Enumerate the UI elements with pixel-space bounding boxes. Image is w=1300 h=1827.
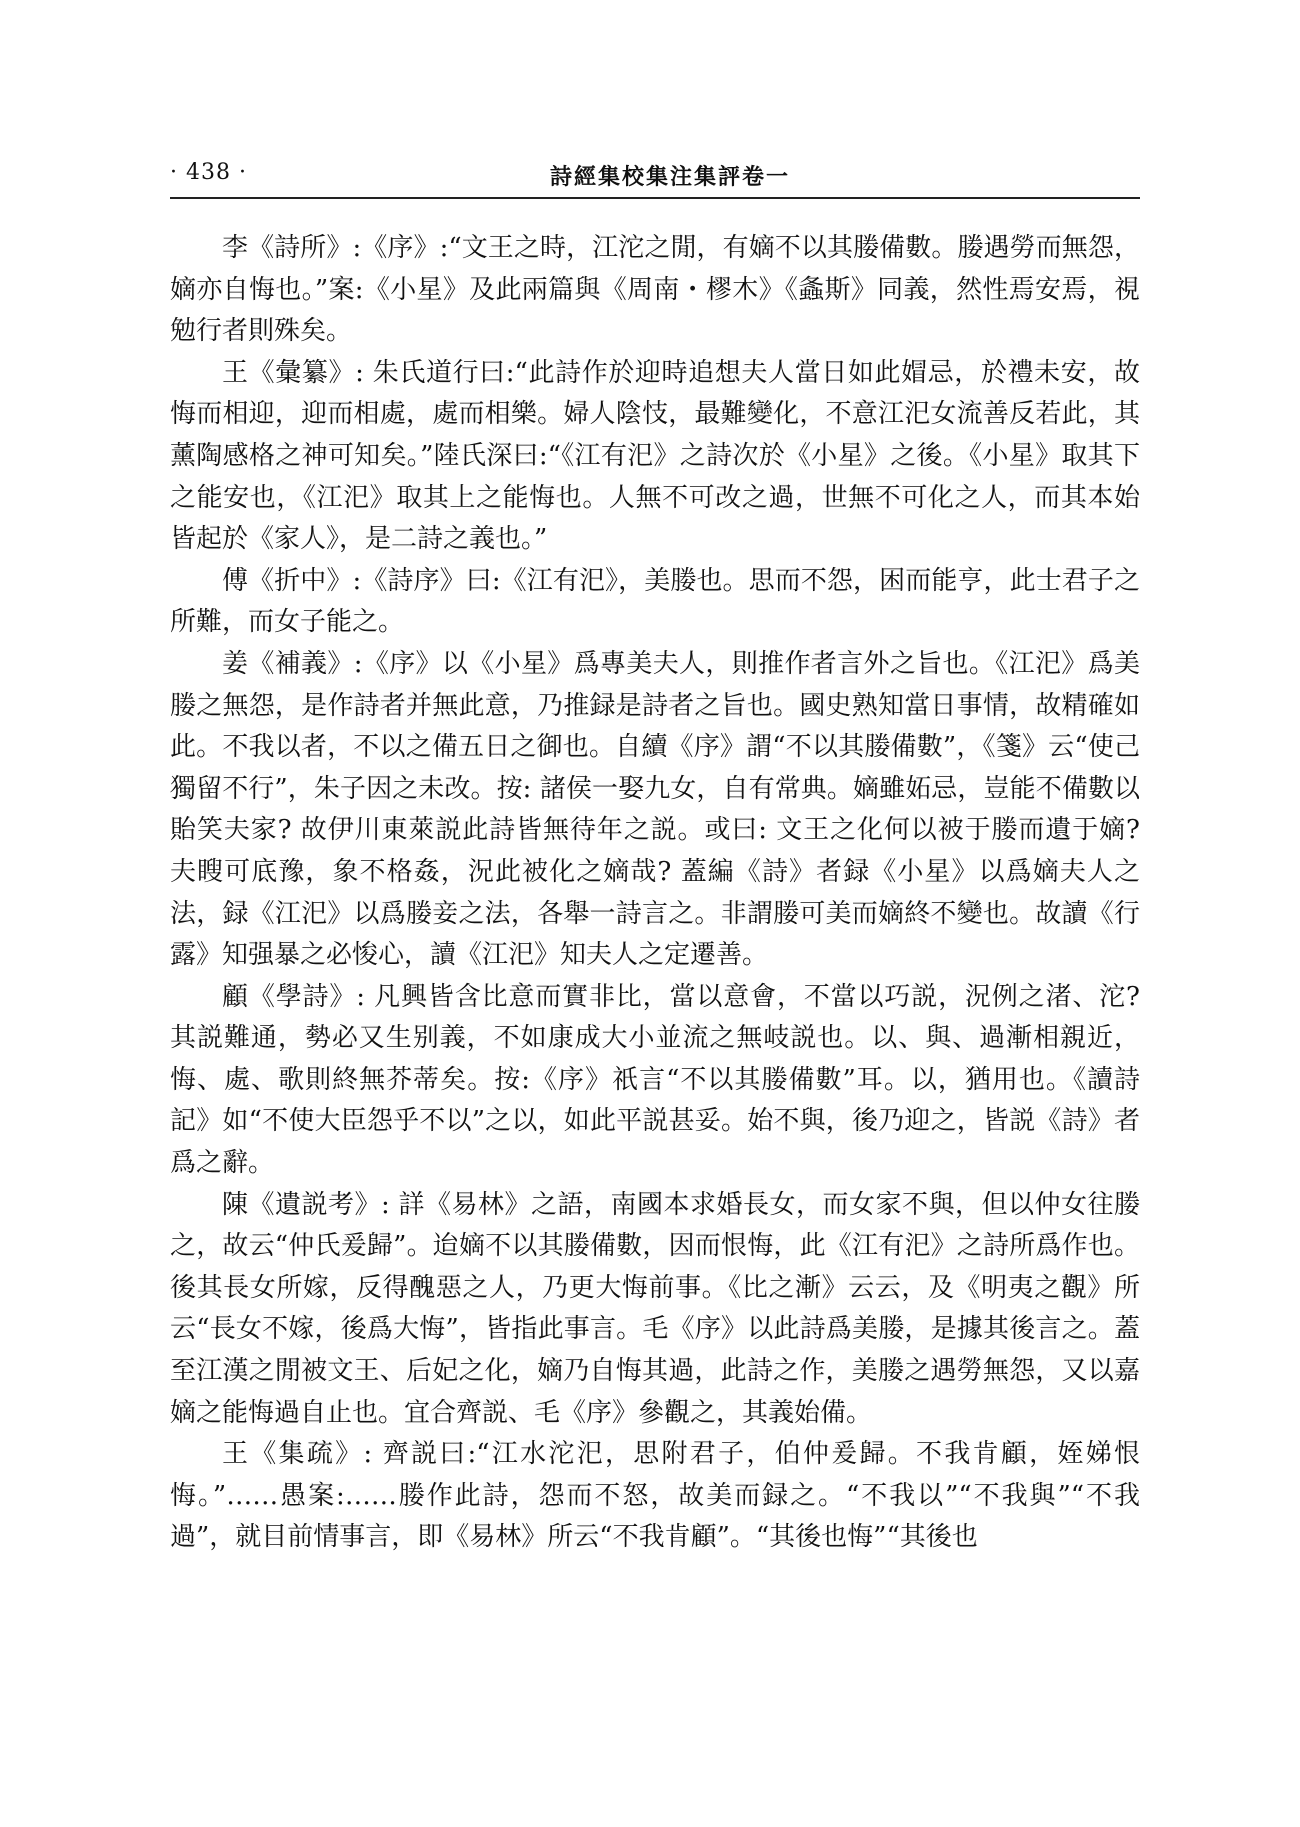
paragraph-chen-yishuokao: 陳《遺説考》: 詳《易林》之語，南國本求婚長女，而女家不與，但以仲女往媵之，故云“仲氏爰歸”。迨嫡不以其媵備數，因而恨悔，此《江有汜》之詩所爲作也。後其長女所嫁，反得醜惡之人，乃更大悔前事。《比之漸》云云，及《明夷之觀》所云“長女不嫁，後爲大悔”，皆指此事言。毛《序》以此詩爲美媵，是據其後言之。蓋至江漢之閒被文王、后妃之化，嫡乃自悔其過，此詩之作，美媵之遇勞無怨，又以嘉嫡之能悔過自止也。宜合齊説、毛《序》參觀之，其義始備。: [170, 1189, 1140, 1428]
running-title: 詩經集校集注集評卷一: [550, 164, 791, 190]
page-header: [170, 156, 1140, 196]
paragraph-li-shisuo: 李《詩所》:《序》:“文王之時，江沱之閒，有嫡不以其媵備數。媵遇勞而無怨，嫡亦自悔也。”案:《小星》及此兩篇與《周南・樛木》《螽斯》同義，然性焉安焉，視勉行者則殊矣。: [170, 233, 1140, 347]
paragraph-gu-xueshi: 顧《學詩》: 凡興皆含比意而實非比，當以意會，不當以巧説，況例之渚、沱? 其説難通，勢必又生别義，不如康成大小並流之無岐説也。以、與、過漸相親近，悔、處、歌則終無芥蒂矣。按:《序》祇言“不以其媵備數”耳。以，猶用也。《讀詩記》如“不使大臣怨乎不以”之以，如此平説甚妥。始不與，後乃迎之，皆説《詩》者爲之辭。: [170, 981, 1140, 1179]
paragraph-fu-zhezhong: 傅《折中》:《詩序》曰:《江有汜》，美媵也。思而不怨，困而能亨，此士君子之所難，而女子能之。: [170, 565, 1140, 638]
body-text: [170, 228, 1140, 1559]
header-rule: [170, 197, 1140, 199]
page-number: · 438 ·: [170, 160, 247, 185]
paragraph-jiang-buyi: 姜《補義》:《序》以《小星》爲專美夫人，則推作者言外之旨也。《江汜》爲美媵之無怨，是作詩者并無此意，乃推録是詩者之旨也。國史熟知當日事情，故精確如此。不我以者，不以之備五日之御也。自續《序》謂“不以其媵備數”，《箋》云“使己獨留不行”，朱子因之未改。按: 諸侯一娶九女，自有常典。嫡雖妬忌，豈能不備數以貽笑夫家? 故伊川東萊説此詩皆無待年之説。或曰: 文王之化何以被于媵而遺于嫡? 夫瞍可底豫，象不格姦，況此被化之嫡哉? 蓋編《詩》者録《小星》以爲嫡夫人之法，録《江汜》以爲媵妾之法，各舉一詩言之。非謂媵可美而嫡終不變也。故讀《行露》知强暴之必悛心，讀《江汜》知夫人之定遷善。: [170, 648, 1140, 971]
paragraph-wang-jishu: 王《集疏》: 齊説曰:“江水沱汜，思附君子，伯仲爰歸。不我肯顧，姪娣恨悔。”……愚案:……媵作此詩，怨而不怒，故美而録之。“不我以”“不我與”“不我過”，就目前情事言，即《易林》所云“不我肯顧”。“其後也悔”“其後也: [170, 1439, 1140, 1553]
paragraph-wang-huizuan: 王《彙纂》: 朱氏道行曰:“此詩作於迎時追想夫人當日如此媢忌，於禮未安，故悔而相迎，迎而相處，處而相樂。婦人陰忮，最難變化，不意江汜女流善反若此，其薰陶感格之神可知矣。”陸氏深曰:“《江有汜》之詩次於《小星》之後。《小星》取其下之能安也，《江汜》取其上之能悔也。人無不可改之過，世無不可化之人，而其本始皆起於《家人》，是二詩之義也。”: [170, 357, 1140, 555]
